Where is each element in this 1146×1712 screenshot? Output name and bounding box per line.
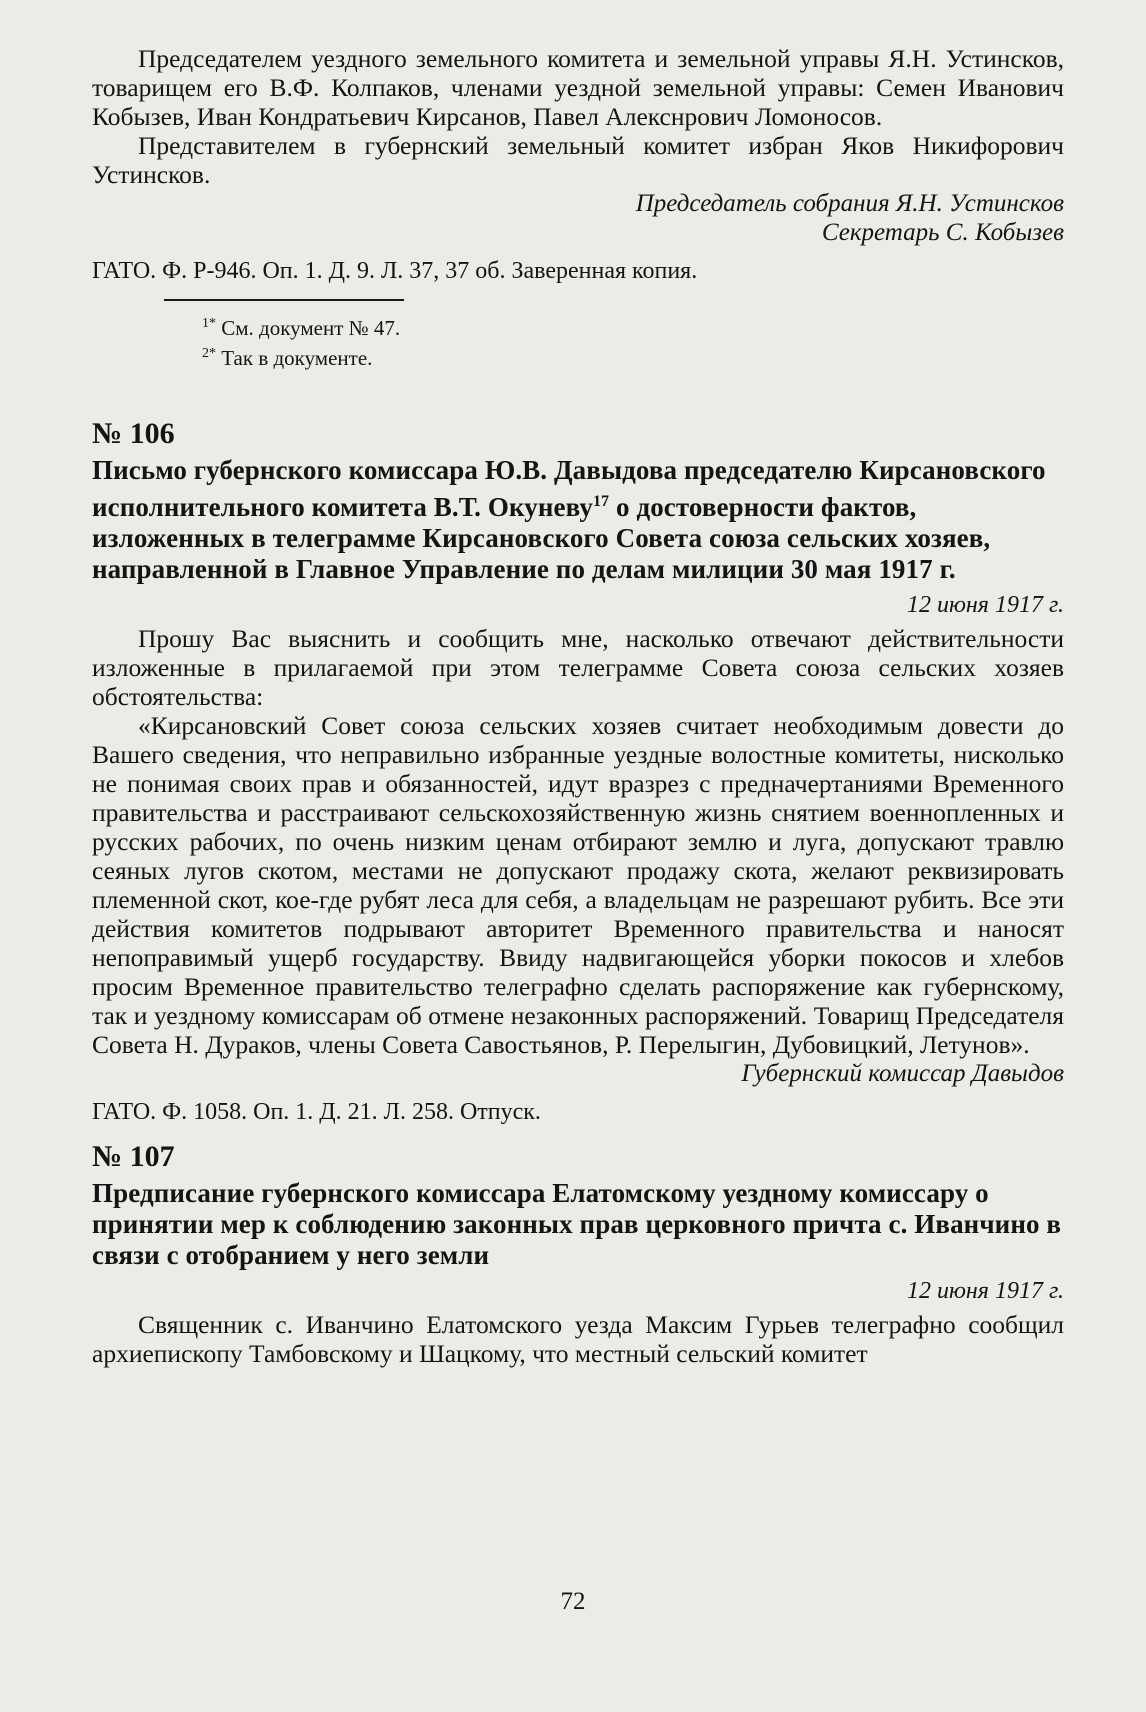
footnote-mark: 2* (202, 346, 216, 361)
archive-reference: ГАТО. Ф. Р-946. Оп. 1. Д. 9. Л. 37, 37 об. Заверенная копия. (92, 258, 698, 284)
paragraph-telegram-quote: «Кирсановский Совет союза сельских хозяев считает необходимым довести до Вашего сведения, что неправильно избранные уездные волостные комитеты, нисколько не понимая своих прав и обязанностей, идут вразрез с предначертаниями Временного правительства и расстраивают сельскохозяйственную жизнь снятием военнопленных и русских рабочих, по очень низким ценам отбирают землю и луга, допускают травлю сеяных лугов скотом, местами не допускают продажу скота, желают реквизировать племенной скот, кое-где рубят леса для себя, а владельцам не разрешают рубить. Все эти действия комитетов подрывают авторитет Временного правительства и наносят непоправимый ущерб государству. Ввиду надвигающейся уборки покосов и хлебов просим Временное правительство телеграфно сделать распоряжение как губернскому, так и уездному комиссарам об отмене незаконных распоряжений. Товарищ Председателя Совета Н. Дураков, члены Совета Савостьянов, Р. Перелыгин, Дубовицкий, Летунов». (92, 711, 1064, 1059)
footnote-text: См. документ № 47. (216, 316, 401, 340)
page-number: 72 (560, 1588, 586, 1615)
document-number: № 106 (92, 417, 175, 450)
signature-chairman: Председатель собрания Я.Н. Устинсков (635, 190, 1064, 217)
footnote-text: Так в документе. (216, 346, 373, 370)
document-date: 12 июня 1917 г. (906, 592, 1064, 618)
footnote-1 (202, 311, 1064, 341)
title-note-mark: 17 (592, 493, 610, 510)
document-date: 12 июня 1917 г. (906, 1278, 1064, 1304)
paragraph-priest-report: Священник с. Иванчино Елатомского уезда Максим Гурьев телеграфно сообщил архиепископу Тамбовскому и Шацкому, что местный сельский комитет (92, 1310, 1064, 1368)
archive-reference: ГАТО. Ф. 1058. Оп. 1. Д. 21. Л. 258. Отпуск. (92, 1099, 541, 1125)
document-title: Предписание губернского комиссара Елатомскому уездному комиссару о принятии мер к соблюдению законных прав церковного причта с. Иванчино в связи с отобранием у него земли (92, 1178, 1062, 1270)
paragraph-representative: Представителем в губернский земельный комитет избран Яков Никифорович Устинсков. (92, 131, 1064, 189)
paragraph-request: Прошу Вас выяснить и сообщить мне, насколько отвечают действительности изложенные в прилагаемой при этом телеграмме Совета союза сельских хозяев обстоятельства: (92, 624, 1064, 711)
signature-secretary: Секретарь С. Кобызев (821, 219, 1064, 246)
signature-commissar: Губернский комиссар Давыдов (741, 1060, 1064, 1087)
paragraph-committee-members: Председателем уездного земельного комитета и земельной управы Я.Н. Устинсков, товарищем его В.Ф. Колпаков, членами уездной земельной управы: Семен Иванович Кобызев, Иван Кондратьевич Кирсанов, Павел Алекснрович Ломоносов. (92, 44, 1064, 131)
title-text: о достоверности фактов, изложенных в телеграмме Кирсановского Совета союза сельских хозяев, направленной в Главное Управление по делам милиции 30 мая 1917 г. (92, 492, 991, 584)
footnote-mark: 1* (202, 316, 216, 331)
footnote-2 (202, 341, 1064, 371)
document-title (92, 455, 1064, 585)
title-text: Письмо губернского комиссара Ю.В. Давыдова председателю Кирсановского исполнительного комитета В.Т. Окуневу (92, 455, 1046, 522)
footnote-separator (164, 299, 404, 301)
document-number: № 107 (92, 1140, 175, 1173)
